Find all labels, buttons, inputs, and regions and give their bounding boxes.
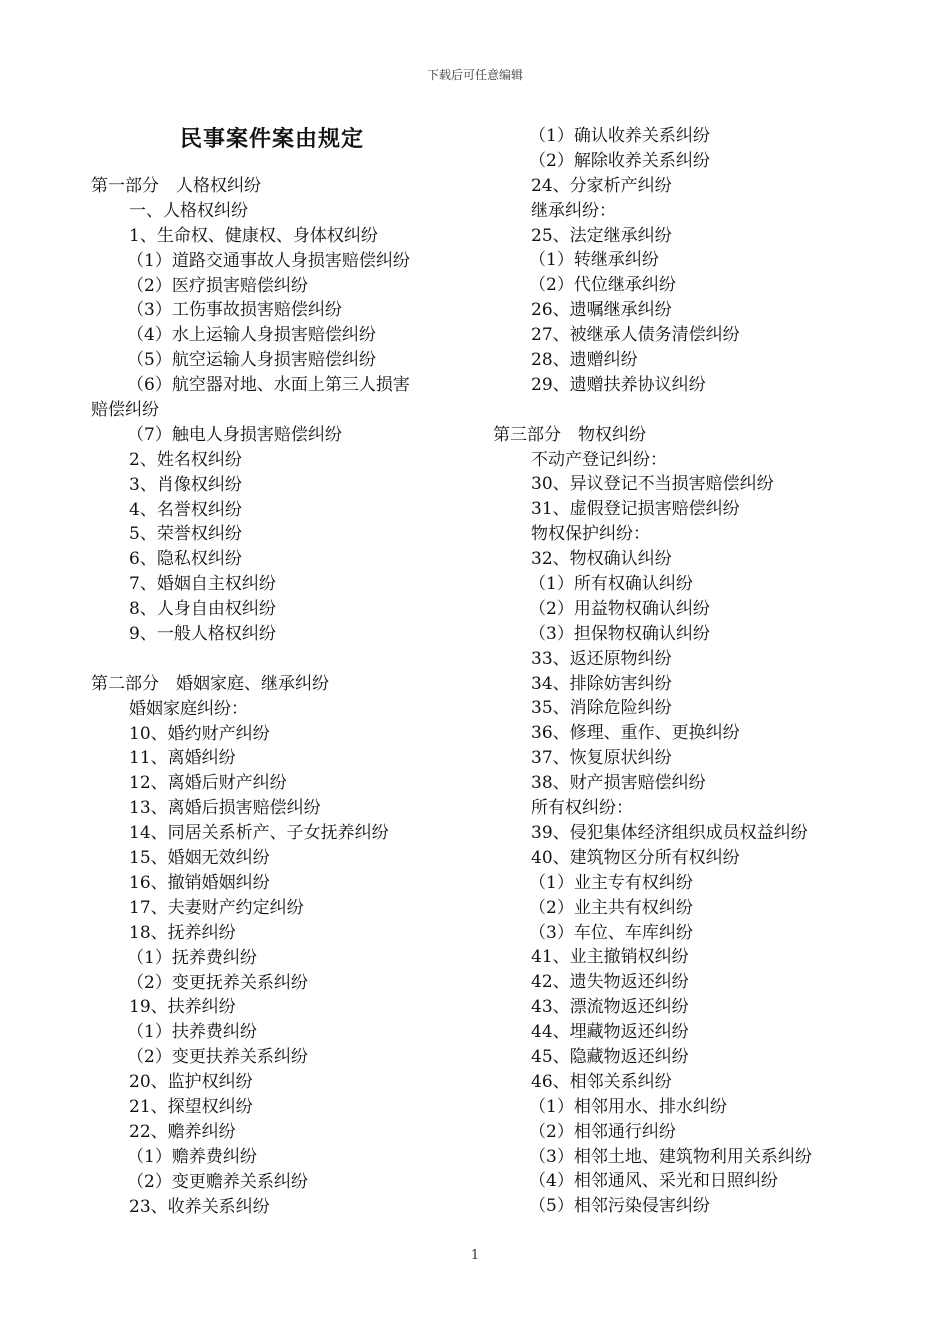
page-header: 下载后可任意编辑 — [426, 68, 523, 82]
text-line: 2、姓名权纠纷 — [129, 449, 242, 470]
text-line: 22、赡养纠纷 — [129, 1121, 236, 1142]
page-number: 1 — [470, 1248, 480, 1263]
text-line: 41、业主撤销权纠纷 — [531, 947, 689, 968]
text-line: 1、生命权、健康权、身体权纠纷 — [129, 225, 378, 246]
text-line: （1）抚养费纠纷 — [127, 947, 257, 968]
text-line: （5）相邻污染侵害纠纷 — [529, 1196, 710, 1217]
text-line: （4）水上运输人身损害赔偿纠纷 — [127, 325, 376, 346]
text-line: 36、修理、重作、更换纠纷 — [531, 723, 740, 744]
text-line: 42、遗失物返还纠纷 — [531, 972, 689, 993]
text-line: 物权保护纠纷： — [531, 524, 650, 545]
right-column — [493, 124, 873, 1219]
text-line: 10、婚约财产纠纷 — [129, 723, 270, 744]
text-line: 39、侵犯集体经济组织成员权益纠纷 — [531, 822, 808, 843]
text-line: （1）扶养费纠纷 — [127, 1022, 257, 1043]
left-column — [91, 174, 471, 1219]
text-line: 15、婚姻无效纠纷 — [129, 848, 270, 869]
text-line: 44、埋藏物返还纠纷 — [531, 1022, 689, 1043]
blank-line — [493, 398, 873, 423]
text-line: 21、探望权纠纷 — [129, 1096, 253, 1117]
text-line: （3）担保物权确认纠纷 — [529, 623, 710, 644]
text-line: 8、人身自由权纠纷 — [129, 599, 276, 620]
text-line: 9、一般人格权纠纷 — [129, 624, 276, 645]
text-line: 27、被继承人债务清偿纠纷 — [531, 325, 740, 346]
text-line: 16、撤销婚姻纠纷 — [129, 872, 270, 893]
text-line: （2）相邻通行纠纷 — [529, 1121, 676, 1142]
text-line: （2）变更赡养关系纠纷 — [127, 1171, 308, 1192]
text-line: 28、遗赠纠纷 — [531, 350, 638, 371]
text-line: 17、夫妻财产约定纠纷 — [129, 897, 304, 918]
text-line: （2）医疗损害赔偿纠纷 — [127, 275, 308, 296]
text-line: 7、婚姻自主权纠纷 — [129, 574, 276, 595]
text-line: 不动产登记纠纷： — [531, 449, 667, 470]
text-line: 5、荣誉权纠纷 — [129, 524, 242, 545]
text-line: （4）相邻通风、采光和日照纠纷 — [529, 1171, 778, 1192]
text-line: 31、虚假登记损害赔偿纠纷 — [531, 499, 740, 520]
text-line: 第二部分 婚姻家庭、继承纠纷 — [91, 673, 329, 694]
text-line: （2）解除收养关系纠纷 — [529, 150, 710, 171]
text-line: （2）变更扶养关系纠纷 — [127, 1047, 308, 1068]
text-line: 37、恢复原状纠纷 — [531, 748, 672, 769]
blank-line — [91, 647, 471, 672]
text-line: 赔偿纠纷 — [91, 400, 159, 421]
text-line: 35、消除危险纠纷 — [531, 698, 672, 719]
text-line: 一、人格权纠纷 — [129, 200, 248, 221]
text-line: （1）业主专有权纠纷 — [529, 872, 693, 893]
text-line: （2）业主共有权纠纷 — [529, 897, 693, 918]
text-line: 20、监护权纠纷 — [129, 1072, 253, 1093]
text-line: 25、法定继承纠纷 — [531, 225, 672, 246]
text-line: 19、扶养纠纷 — [129, 997, 236, 1018]
text-line: 40、建筑物区分所有权纠纷 — [531, 847, 740, 868]
text-line: 24、分家析产纠纷 — [531, 175, 672, 196]
text-line: 第三部分 物权纠纷 — [493, 424, 646, 445]
text-line: 23、收养关系纠纷 — [129, 1196, 270, 1217]
text-line: 6、隐私权纠纷 — [129, 549, 242, 570]
text-line: 14、同居关系析产、子女抚养纠纷 — [129, 823, 389, 844]
text-line: 所有权纠纷： — [531, 798, 633, 819]
text-line: 4、名誉权纠纷 — [129, 499, 242, 520]
text-line: 30、异议登记不当损害赔偿纠纷 — [531, 474, 774, 495]
text-line: （2）用益物权确认纠纷 — [529, 598, 710, 619]
text-line: （2）代位继承纠纷 — [529, 275, 676, 296]
text-line: 18、抚养纠纷 — [129, 922, 236, 943]
text-line: （5）航空运输人身损害赔偿纠纷 — [127, 350, 376, 371]
text-line: 45、隐藏物返还纠纷 — [531, 1046, 689, 1067]
text-line: （3）相邻土地、建筑物利用关系纠纷 — [529, 1146, 812, 1167]
text-line: （1）相邻用水、排水纠纷 — [529, 1096, 727, 1117]
text-line: 34、排除妨害纠纷 — [531, 673, 672, 694]
text-line: （2）变更抚养关系纠纷 — [127, 972, 308, 993]
text-line: 11、离婚纠纷 — [129, 748, 236, 769]
text-line: （1）赡养费纠纷 — [127, 1146, 257, 1167]
text-line: 第一部分 人格权纠纷 — [91, 176, 261, 196]
text-line: 13、离婚后损害赔偿纠纷 — [129, 798, 321, 819]
document-title: 民事案件案由规定 — [180, 126, 365, 152]
text-line: 46、相邻关系纠纷 — [531, 1071, 672, 1092]
text-line: 婚姻家庭纠纷： — [129, 698, 248, 719]
text-line: （1）确认收养关系纠纷 — [529, 126, 710, 146]
text-line: 38、财产损害赔偿纠纷 — [531, 773, 706, 794]
text-line: （6）航空器对地、水面上第三人损害 — [127, 375, 410, 396]
text-line: 12、离婚后财产纠纷 — [129, 773, 287, 794]
text-line: （1）道路交通事故人身损害赔偿纠纷 — [127, 250, 410, 271]
text-line: （1）所有权确认纠纷 — [529, 574, 693, 595]
text-line: 43、漂流物返还纠纷 — [531, 997, 689, 1018]
text-line: （7）触电人身损害赔偿纠纷 — [127, 424, 342, 445]
text-line: 3、肖像权纠纷 — [129, 474, 242, 495]
text-line: 33、返还原物纠纷 — [531, 648, 672, 669]
text-line: （1）转继承纠纷 — [529, 250, 659, 271]
text-line: 继承纠纷： — [531, 200, 616, 221]
text-line: 32、物权确认纠纷 — [531, 549, 672, 570]
text-line: 29、遗赠扶养协议纠纷 — [531, 374, 706, 395]
text-line: （3）车位、车库纠纷 — [529, 922, 693, 943]
text-line: 26、遗嘱继承纠纷 — [531, 300, 672, 321]
text-line: （3）工伤事故损害赔偿纠纷 — [127, 300, 342, 321]
